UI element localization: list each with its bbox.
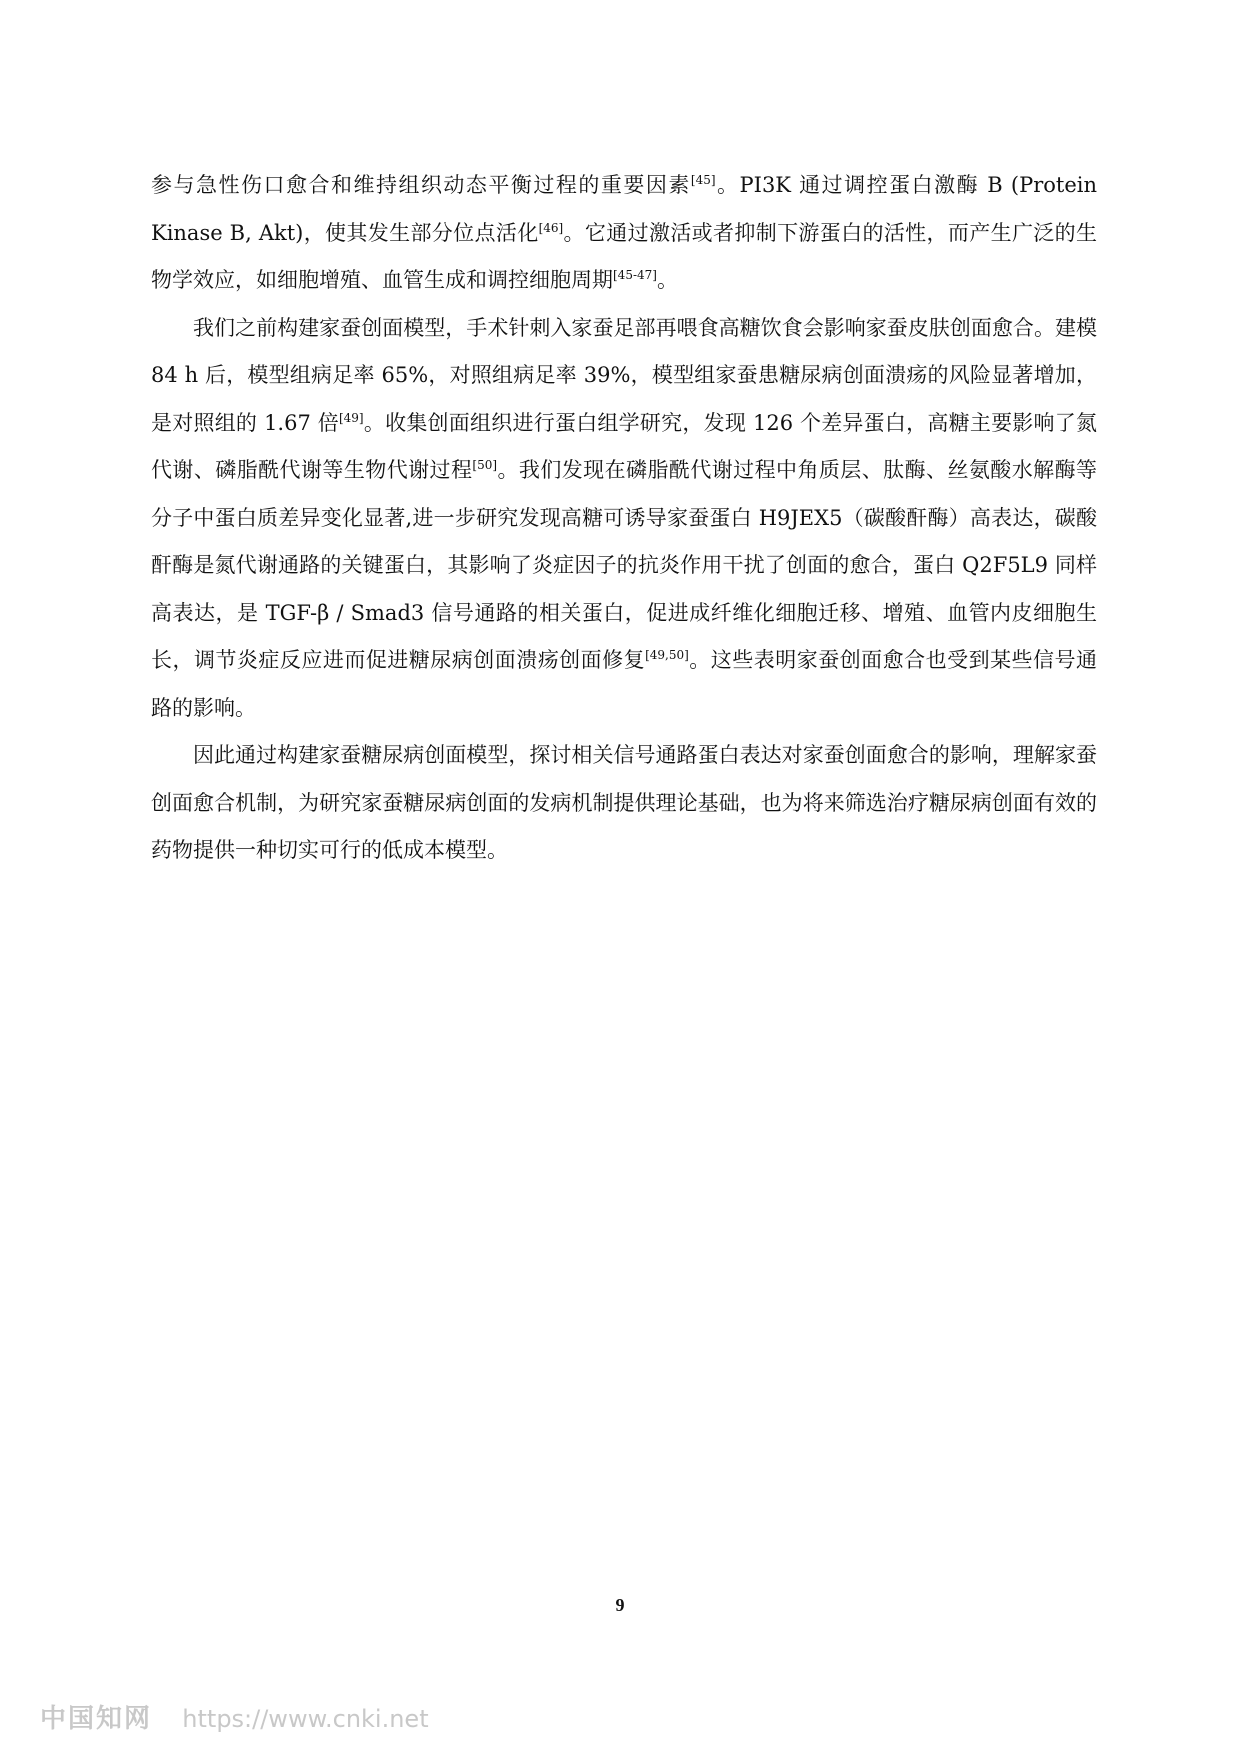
citation-superscript: [49] — [338, 410, 364, 425]
citation-superscript: [45] — [690, 173, 716, 187]
paragraph-text: 因此通过构建家蚕糖尿病创面模型，探讨相关信号通路蛋白表达对家蚕创面愈合的影响，理解家蚕创面愈合机制，为研究家蚕糖尿病创面的发病机制提供理论基础，也为将来筛选治疗糖尿病创面有效的药物提供一种切实可行的低成本模型。 — [151, 743, 1097, 862]
paragraph — [151, 732, 1097, 875]
paragraph-text: 。收集创面组织进行蛋白组学研究，发现 126 个差异蛋白，高糖主要影响了氮代谢、磷脂酰代谢等生物代谢过程 — [151, 410, 1097, 482]
paragraph-text: 。它通过激活或者抑制下游蛋白的活性，而产生广泛的生物学效应，如细胞增殖、血管生成和调控细胞周期 — [151, 220, 1097, 292]
paragraph-text: 。PI3K 通过调控蛋白激酶 B (Protein Kinase B, Akt)，使其发生部分位点活化 — [151, 173, 1098, 245]
watermark-logo: 中国知网 — [40, 1704, 153, 1734]
paragraph — [151, 305, 1097, 733]
citation-superscript: [46] — [538, 220, 564, 235]
paragraph-text: 我们之前构建家蚕创面模型，手术针刺入家蚕足部再喂食高糖饮食会影响家蚕皮肤创面愈合。建模 84 h 后，模型组病足率 65%，对照组病足率 39%，模型组家蚕患糖尿病创面溃疡的风险显著增加，是对照组的 1.67 倍 — [151, 315, 1097, 435]
paragraph-text: 参与急性伤口愈合和维持组织动态平衡过程的重要因素 — [151, 173, 691, 197]
page-number: 9 — [615, 1595, 625, 1615]
citation-superscript: [50] — [472, 458, 498, 472]
watermark-url: https://www.cnki.net — [182, 1705, 429, 1733]
citation-superscript: [45-47] — [613, 268, 657, 282]
body-text — [151, 162, 1097, 875]
paragraph-text: 。我们发现在磷脂酰代谢过程中角质层、肽酶、丝氨酸水解酶等分子中蛋白质差异变化显著,进一步研究发现高糖可诱导家蚕蛋白 H9JEX5（碳酸酐酶）高表达，碳酸酐酶是氮代谢通路的关键蛋白，其影响了炎症因子的抗炎作用干扰了创面的愈合，蛋白 Q2F5L9 同样高表达，是 TGF-β / Smad3 信号通路的相关蛋白，促进成纤维化细胞迁移、增殖、血管内皮细胞生长，调节炎症反应进而促进糖尿病创面溃疡创面修复 — [151, 458, 1097, 672]
citation-superscript: [49,50] — [645, 648, 689, 662]
paragraph-text: 。这些表明家蚕创面愈合也受到某些信号通路的影响。 — [151, 648, 1098, 720]
cnki-watermark — [40, 1698, 429, 1735]
paragraph — [151, 162, 1097, 305]
paragraph-text: 。 — [656, 268, 678, 292]
